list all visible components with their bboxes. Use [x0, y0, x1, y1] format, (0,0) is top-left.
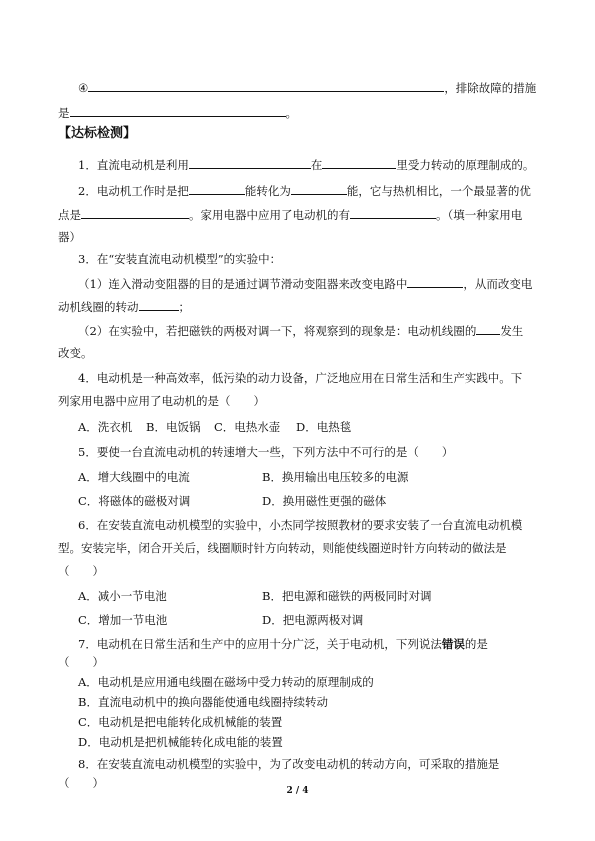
- q1-text: 里受力转动的原理制成的。: [396, 158, 535, 172]
- question-3-part-2: [78, 323, 563, 338]
- question-3-part-2-cont: 改变。: [58, 346, 93, 360]
- q3-text: （1）连入滑动变阻器的目的是通过调节滑动变阻器来改变电路中: [78, 277, 408, 291]
- question-3-part-1: [78, 276, 563, 291]
- question-6-line-1: 6．在安装直流电动机模型的实验中，小杰同学按照教材的要求安装了一台直流电动机模: [78, 518, 523, 532]
- option-a[interactable]: A．增大线圈中的电流: [78, 470, 190, 484]
- answer-blank[interactable]: [291, 183, 347, 195]
- option-d[interactable]: D．电动机是把机械能转化成电能的装置: [78, 735, 283, 749]
- circled-number: ④: [78, 81, 89, 95]
- option-a[interactable]: A．电动机是应用通电线圈在磁场中受力转动的原理制成的: [78, 675, 374, 689]
- section-title: 【达标检测】: [58, 126, 137, 141]
- question-2-line-2: [58, 207, 543, 222]
- intro-text: 。: [285, 106, 297, 120]
- question-4-line-2: 列家用电器中应用了电动机的是（ ）: [58, 394, 265, 408]
- option-c[interactable]: C．增加一节电池: [78, 613, 168, 627]
- answer-blank[interactable]: [70, 105, 286, 117]
- answer-blank[interactable]: [476, 323, 500, 335]
- q7-text: 7．电动机在日常生活和生产中的应用十分广泛，关于电动机，下列说法: [78, 637, 442, 651]
- option-a[interactable]: A．洗衣机: [78, 420, 133, 434]
- option-d[interactable]: D．换用磁性更强的磁体: [262, 494, 387, 508]
- option-d[interactable]: D．把电源两极对调: [262, 613, 364, 627]
- question-5-stem: 5．要使一台直流电动机的转速增大一些，下列方法中不可行的是（ ）: [78, 445, 454, 459]
- option-d[interactable]: D．电热毯: [296, 420, 352, 434]
- answer-blank[interactable]: [189, 157, 311, 169]
- question-8-line-1: 8．在安装直流电动机模型的实验中，为了改变电动机的转动方向，可采取的措施是: [78, 757, 500, 771]
- option-c[interactable]: C．电动机是把电能转化成机械能的装置: [78, 715, 283, 729]
- q3-text: ，从而改变电: [463, 277, 533, 291]
- question-2-line-1: [78, 183, 563, 198]
- question-6-line-3: （ ）: [58, 564, 104, 578]
- question-7-line-2: （ ）: [58, 655, 104, 669]
- answer-blank[interactable]: [189, 183, 245, 195]
- option-b[interactable]: B．把电源和磁铁的两极同时对调: [262, 589, 432, 603]
- question-3-stem: 3．在“安装直流电动机模型”的实验中：: [78, 252, 282, 266]
- q3-text: 发生: [500, 324, 524, 338]
- q3-text: 动机线圈的转动: [58, 300, 139, 314]
- q2-text: 。家用电器中应用了电动机的有: [189, 208, 350, 222]
- question-7-line-1: [78, 637, 563, 651]
- answer-blank[interactable]: [81, 207, 189, 219]
- question-6-options-row-1: [78, 589, 563, 603]
- q3-text: ；: [178, 300, 190, 314]
- page-number: 2 / 4: [286, 786, 309, 796]
- q1-text: 在: [310, 158, 323, 172]
- question-4-line-1: 4．电动机是一种高效率，低污染的动力设备，广泛地应用在日常生活和生产实践中。下: [78, 371, 523, 385]
- intro-text: ，排除故障的措施: [444, 81, 537, 95]
- option-a[interactable]: A．减小一节电池: [78, 589, 167, 603]
- option-b[interactable]: B．换用输出电压较多的电源: [262, 470, 409, 484]
- question-6-line-2: 型。安装完毕，闭合开关后，线圈顺时针方向转动，则能使线圈逆时针方向转动的做法是: [58, 541, 507, 555]
- q2-text: 。（填一种家用电: [436, 208, 523, 222]
- q2-text: 能，它与热机相比，一个最显著的优: [346, 184, 531, 198]
- q2-text: 点是: [58, 208, 81, 222]
- option-b[interactable]: B．直流电动机中的换向器能使通电线圈持续转动: [78, 695, 328, 709]
- option-b[interactable]: B．电饭锅: [146, 420, 201, 434]
- q7-emphasis: 错误: [441, 637, 465, 651]
- answer-blank[interactable]: [322, 157, 396, 169]
- question-8-line-2: （ ）: [58, 776, 104, 790]
- q3-text: （2）在实验中，若把磁铁的两极对调一下，将观察到的现象是：电动机线圈的: [78, 324, 477, 338]
- answer-blank[interactable]: [350, 207, 436, 219]
- option-c[interactable]: C．将磁体的磁极对调: [78, 494, 191, 508]
- question-5-options-row-1: [78, 470, 563, 484]
- intro-text: 是: [58, 106, 70, 120]
- intro-line-1: [78, 80, 563, 95]
- answer-blank[interactable]: [88, 80, 444, 92]
- q1-text: 1．直流电动机是利用: [78, 158, 189, 172]
- question-2-line-3: 器）: [58, 230, 81, 244]
- answer-blank[interactable]: [407, 276, 463, 288]
- option-c[interactable]: C．电热水壶: [214, 420, 281, 434]
- question-1: [78, 157, 563, 172]
- q2-text: 能转化为: [244, 184, 291, 198]
- question-6-options-row-2: [78, 613, 563, 627]
- intro-line-2: [58, 105, 543, 120]
- answer-blank[interactable]: [139, 299, 179, 311]
- q2-text: 2．电动机工作时是把: [78, 184, 189, 198]
- question-3-part-1-cont: [58, 299, 543, 314]
- q7-text: 的是: [464, 637, 488, 651]
- question-5-options-row-2: [78, 494, 563, 508]
- question-4-options: [78, 420, 563, 434]
